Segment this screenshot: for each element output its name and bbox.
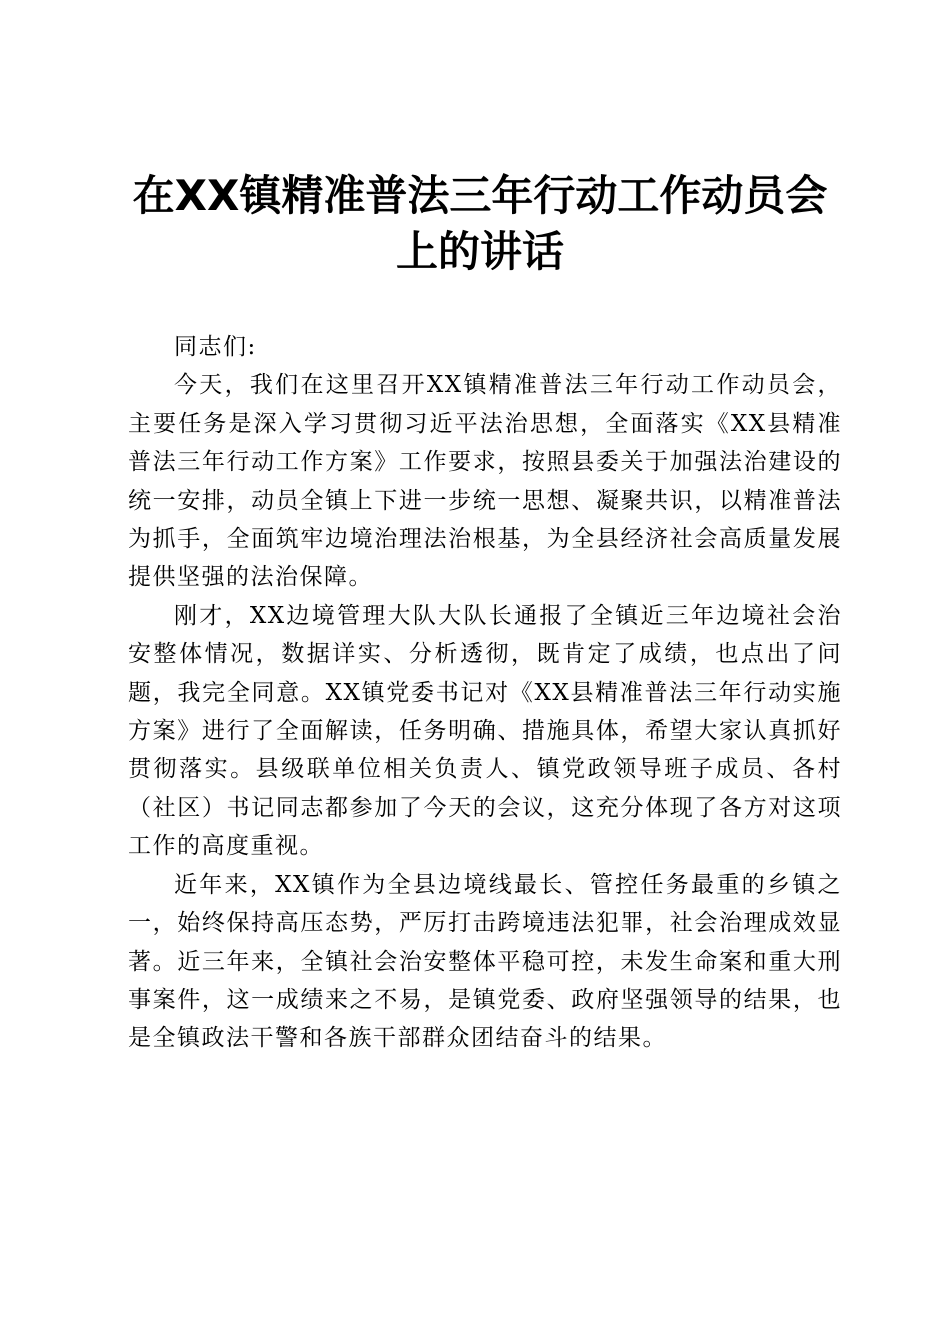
paragraph-2: 刚才，XX边境管理大队大队长通报了全镇近三年边境社会治安整体情况，数据详实、分析透彻，既肯定了成绩，也点出了问题，我完全同意。XX镇党委书记对《XX县精准普法三年行动实施方案》进行了全面解读，任务明确、措施具体，希望大家认真抓好贯彻落实。县级联单位相关负责人、镇党政领导班子成员、各村（社区）书记同志都参加了今天的会议，这充分体现了各方对这项工作的高度重视。	[128, 602, 842, 860]
paragraph-3: 近年来，XX镇作为全县边境线最长、管控任务最重的乡镇之一，始终保持高压态势，严厉打击跨境违法犯罪，社会治理成效显著。近三年来，全镇社会治安整体平稳可控，未发生命案和重大刑事案件，这一成绩来之不易，是镇党委、政府坚强领导的结果，也是全镇政法干警和各族干部群众团结奋斗的结果。	[128, 871, 842, 1052]
document-body	[128, 328, 842, 1058]
title-line-1: 在XX镇精准普法三年行动工作动员会	[132, 171, 828, 220]
paragraph-1: 今天，我们在这里召开XX镇精准普法三年行动工作动员会，主要任务是深入学习贯彻习近平法治思想，全面落实《XX县精准普法三年行动工作方案》工作要求，按照县委关于加强法治建设的统一安排，动员全镇上下进一步统一思想、凝聚共识，以精准普法为抓手，全面筑牢边境治理法治根基，为全县经济社会高质量发展提供坚强的法治保障。	[128, 372, 842, 591]
title-line-2: 上的讲话	[395, 227, 564, 276]
document-title	[120, 168, 840, 280]
salutation: 同志们:	[174, 334, 257, 360]
